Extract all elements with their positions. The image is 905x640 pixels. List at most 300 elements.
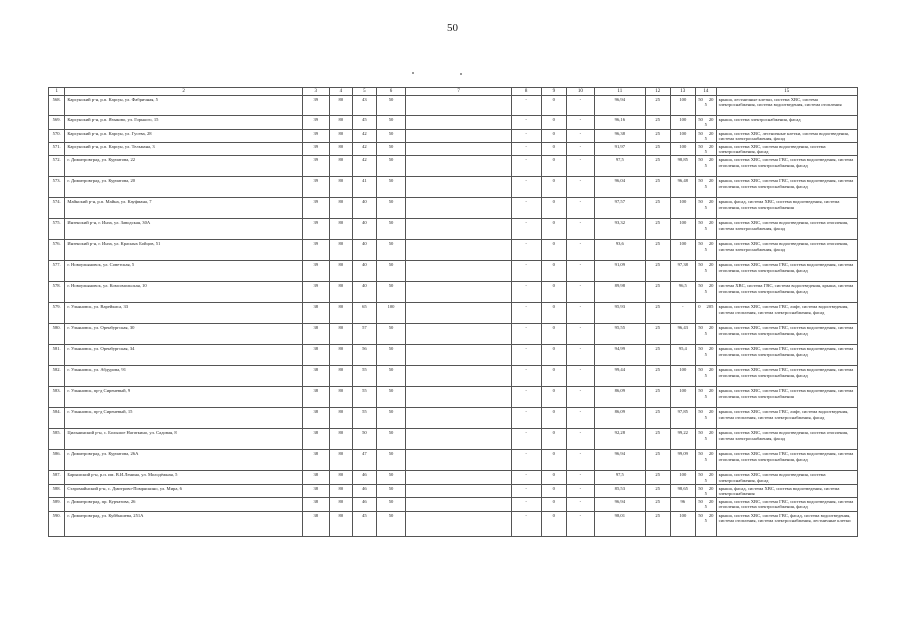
table-cell: - xyxy=(511,450,541,471)
value-205: 205 xyxy=(706,304,714,310)
value-205: 205 xyxy=(704,472,714,483)
value-205: 205 xyxy=(704,325,714,336)
table-cell: - xyxy=(511,303,541,324)
column-number-header: 3 xyxy=(302,88,329,96)
value-13: 50 xyxy=(698,144,703,150)
table-cell xyxy=(406,450,511,471)
table-cell: 55 xyxy=(353,408,377,429)
table-cell: - xyxy=(511,129,541,142)
works-list-cell: крыша, фасад, система ХВС, система водоотведения, система отопления, система электроснабжения xyxy=(716,198,857,219)
table-cell: - xyxy=(567,450,595,471)
value-205: 205 xyxy=(704,220,714,231)
table-cell: 100 xyxy=(670,96,696,116)
value-205: 205 xyxy=(704,283,714,294)
table-cell: 0 xyxy=(541,240,567,261)
table-cell xyxy=(696,143,716,156)
table-cell: 25 xyxy=(645,484,670,497)
table-row xyxy=(49,261,858,282)
table-cell: 89,98 xyxy=(594,282,645,303)
address-cell: Майнский р-н, р.п. Майна, ул. Кауфмана, 7 xyxy=(65,198,303,219)
works-list-cell: крыша, система ХВС, система ГВС, система водоотведения, система отопления, система электроснабжения, фасад xyxy=(716,450,857,471)
value-13: 50 xyxy=(698,220,703,226)
works-list-cell: крыша, система ХВС, лестничные клетки, система водоотведения, система электроснабжения, фасад xyxy=(716,129,857,142)
table-cell: 80 xyxy=(329,282,353,303)
table-cell: - xyxy=(567,129,595,142)
address-cell: г. Димитровград, ул. Курчатова, 20 xyxy=(65,177,303,198)
table-cell: 38 xyxy=(302,324,329,345)
address-cell: Карсунский р-н, р.п. Языково, ул. Горького, 15 xyxy=(65,116,303,129)
table-cell: 25 xyxy=(645,198,670,219)
table-cell: 93,6 xyxy=(594,240,645,261)
table-cell: - xyxy=(567,282,595,303)
table-cell: 91,09 xyxy=(594,261,645,282)
table-cell xyxy=(696,240,716,261)
table-cell: 43 xyxy=(353,96,377,116)
value-205: 205 xyxy=(704,388,714,399)
table-cell: 39 xyxy=(302,96,329,116)
table-cell: 86,09 xyxy=(594,408,645,429)
table-cell: 55 xyxy=(353,387,377,408)
table-cell: - xyxy=(511,219,541,240)
table-cell xyxy=(406,387,511,408)
row-number-cell: 568. xyxy=(49,96,65,116)
table-cell: - xyxy=(511,498,541,511)
table-cell: 80 xyxy=(329,177,353,198)
address-cell: Цильнинский р-н, с. Большое Нагаткино, ул. Садовая, 8 xyxy=(65,429,303,450)
table-cell: 45 xyxy=(353,511,377,536)
table-cell: 42 xyxy=(353,129,377,142)
value-205: 205 xyxy=(704,262,714,273)
value-13: 50 xyxy=(698,512,703,518)
table-cell: - xyxy=(511,198,541,219)
address-cell: Инзенский р-н, г. Инза, ул. Красных Бойцов, 51 xyxy=(65,240,303,261)
row-number-cell: 574. xyxy=(49,198,65,219)
table-cell: 0 xyxy=(541,96,567,116)
table-cell: 96,48 xyxy=(670,177,696,198)
table-cell xyxy=(406,282,511,303)
value-205: 205 xyxy=(704,130,714,141)
table-cell: 50 xyxy=(376,450,406,471)
value-13: 50 xyxy=(698,325,703,331)
table-cell: 50 xyxy=(376,429,406,450)
table-cell: 98,85 xyxy=(670,156,696,177)
address-cell: г. Димитровград, ул. Куйбышева, 251А xyxy=(65,511,303,536)
table-cell: 100 xyxy=(670,240,696,261)
table-cell: 38 xyxy=(302,429,329,450)
table-cell: 50 xyxy=(376,324,406,345)
table-cell: 0 xyxy=(541,198,567,219)
value-13: 50 xyxy=(698,130,703,136)
table-cell: - xyxy=(567,143,595,156)
value-205: 205 xyxy=(704,199,714,210)
table-cell xyxy=(696,116,716,129)
table-cell xyxy=(406,324,511,345)
table-cell: 80 xyxy=(329,484,353,497)
table-cell: 100 xyxy=(670,143,696,156)
address-cell: г. Ульяновск, ул. Оренбургская, 34 xyxy=(65,345,303,366)
value-13: 0 xyxy=(698,304,701,310)
table-cell: - xyxy=(511,143,541,156)
table-cell: 80 xyxy=(329,366,353,387)
table-cell: - xyxy=(567,429,595,450)
table-cell xyxy=(696,219,716,240)
row-number-cell: 579. xyxy=(49,303,65,324)
address-cell: г. Ульяновск, пр-д Сиреневый, 15 xyxy=(65,408,303,429)
table-cell: 55 xyxy=(353,366,377,387)
table-cell: 50 xyxy=(376,261,406,282)
table-cell: 99,09 xyxy=(670,450,696,471)
works-list-cell: крыша, лестничные клетки, система ХВС, система электроснабжения, система водоотведения, система отопления xyxy=(716,96,857,116)
table-cell: 50 xyxy=(376,484,406,497)
table-cell xyxy=(696,177,716,198)
table-cell: 100 xyxy=(670,116,696,129)
value-13: 50 xyxy=(698,283,703,289)
table-cell: 50 xyxy=(376,177,406,198)
table-cell xyxy=(406,129,511,142)
table-cell xyxy=(406,408,511,429)
table-cell: 97,5 xyxy=(594,471,645,484)
table-cell: 100 xyxy=(670,511,696,536)
table-cell: 80 xyxy=(329,429,353,450)
table-cell: 0 xyxy=(541,408,567,429)
table-cell: 96,94 xyxy=(594,498,645,511)
value-13: 50 xyxy=(698,199,703,205)
table-cell: 50 xyxy=(376,156,406,177)
table-cell: 25 xyxy=(645,471,670,484)
table-cell: 56 xyxy=(353,345,377,366)
table-cell: 96,38 xyxy=(594,129,645,142)
table-cell xyxy=(696,261,716,282)
table-cell: 0 xyxy=(541,177,567,198)
table-cell: 99,22 xyxy=(670,429,696,450)
row-number-cell: 585. xyxy=(49,429,65,450)
row-number-cell: 570. xyxy=(49,129,65,142)
row-number-cell: 589. xyxy=(49,498,65,511)
table-cell: 94,99 xyxy=(594,345,645,366)
value-13: 50 xyxy=(698,262,703,268)
value-205: 205 xyxy=(704,409,714,420)
works-list-cell: крыша, система ХВС, система ГВС, система водоотведения, система отопления, система электроснабжения, фасад xyxy=(716,156,857,177)
table-cell: 0 xyxy=(541,324,567,345)
column-number-header: 4 xyxy=(329,88,353,96)
table-cell: 25 xyxy=(645,129,670,142)
table-cell: 0 xyxy=(541,143,567,156)
value-13: 50 xyxy=(698,451,703,457)
table-cell xyxy=(696,129,716,142)
table-cell: 50 xyxy=(376,387,406,408)
table-cell xyxy=(406,345,511,366)
value-205: 205 xyxy=(704,241,714,252)
table-cell: 25 xyxy=(645,366,670,387)
table-cell: 38 xyxy=(302,387,329,408)
table-cell: 80 xyxy=(329,498,353,511)
value-205: 205 xyxy=(704,512,714,523)
table-cell: 50 xyxy=(376,129,406,142)
table-cell: 92,28 xyxy=(594,429,645,450)
works-list-cell: крыша, система ХВС, система водоотведения, система отопления, система электроснабжения, фасад xyxy=(716,429,857,450)
table-cell: 0 xyxy=(541,366,567,387)
address-cell: г. Димитровград, пр. Курчатова, 26 xyxy=(65,498,303,511)
table-cell: 40 xyxy=(353,261,377,282)
table-cell: - xyxy=(567,511,595,536)
table-cell: - xyxy=(670,303,696,324)
table-cell xyxy=(696,156,716,177)
table-cell: 39 xyxy=(302,261,329,282)
row-number-cell: 577. xyxy=(49,261,65,282)
table-cell: - xyxy=(511,366,541,387)
table-cell: 100 xyxy=(670,198,696,219)
works-list-cell: крыша, система ХВС, система ГВС, система водоотведения, система отопления, система электроснабжения, фасад xyxy=(716,324,857,345)
table-cell: 38 xyxy=(302,498,329,511)
table-cell: - xyxy=(567,387,595,408)
table-cell: 97,5 xyxy=(594,156,645,177)
table-cell xyxy=(696,450,716,471)
table-cell: - xyxy=(567,156,595,177)
value-205: 205 xyxy=(704,485,714,497)
table-cell: 0 xyxy=(541,282,567,303)
column-number-header: 8 xyxy=(511,88,541,96)
table-cell: 50 xyxy=(376,366,406,387)
table-row xyxy=(49,219,858,240)
value-13: 50 xyxy=(698,346,703,352)
table-cell: 39 xyxy=(302,177,329,198)
table-cell: 95,93 xyxy=(594,303,645,324)
table-cell: 40 xyxy=(353,282,377,303)
table-cell: 99,44 xyxy=(594,366,645,387)
table-cell: 80 xyxy=(329,450,353,471)
column-number-header: 10 xyxy=(567,88,595,96)
table-cell: 96,43 xyxy=(670,324,696,345)
table-cell: - xyxy=(511,116,541,129)
table-cell: - xyxy=(511,96,541,116)
table-cell: 100 xyxy=(670,366,696,387)
table-cell: 39 xyxy=(302,282,329,303)
table-row xyxy=(49,156,858,177)
table-cell: - xyxy=(567,408,595,429)
table-cell: - xyxy=(511,156,541,177)
column-number-header: 11 xyxy=(594,88,645,96)
table-cell: 50 xyxy=(376,511,406,536)
table-cell: - xyxy=(567,240,595,261)
table-cell: 50 xyxy=(353,429,377,450)
table-cell xyxy=(406,116,511,129)
table-cell xyxy=(696,387,716,408)
works-list-cell: крыша, система ХВС, система водоотведения, система отопления, система электроснабжения, фасад xyxy=(716,240,857,261)
value-205: 205 xyxy=(704,97,714,108)
table-cell: 0 xyxy=(541,498,567,511)
address-cell: Карсунский р-н, р.п. Карсун, ул. Фабричная, 5 xyxy=(65,96,303,116)
table-cell: 25 xyxy=(645,240,670,261)
scan-speck xyxy=(412,72,414,74)
table-cell: 95,55 xyxy=(594,324,645,345)
table-cell xyxy=(406,96,511,116)
page-number: 50 xyxy=(447,22,458,34)
table-cell: - xyxy=(567,366,595,387)
column-number-header: 5 xyxy=(353,88,377,96)
table-cell: 80 xyxy=(329,116,353,129)
table-row xyxy=(49,240,858,261)
value-205: 205 xyxy=(704,117,714,128)
table-cell xyxy=(696,324,716,345)
table-cell xyxy=(696,96,716,116)
works-list-cell: крыша, система ХВС, система ГВС, система водоотведения, система отопления, система электроснабжения, фасад xyxy=(716,345,857,366)
table-cell xyxy=(406,484,511,497)
table-cell: 0 xyxy=(541,345,567,366)
column-number-header: 1 xyxy=(49,88,65,96)
table-cell: - xyxy=(511,511,541,536)
table-cell: 65 xyxy=(353,303,377,324)
table-cell: - xyxy=(511,471,541,484)
table-cell: 80 xyxy=(329,324,353,345)
address-cell: г. Ульяновск, ул. Абдурова, 91 xyxy=(65,366,303,387)
table-cell: 42 xyxy=(353,143,377,156)
value-13: 50 xyxy=(698,97,703,103)
table-cell xyxy=(406,261,511,282)
table-cell: - xyxy=(511,261,541,282)
table-cell xyxy=(696,471,716,484)
table-cell: 0 xyxy=(541,429,567,450)
value-13: 50 xyxy=(698,367,703,373)
table-row xyxy=(49,303,858,324)
works-list-cell: крыша, система электроснабжения, фасад xyxy=(716,116,857,129)
address-cell: Карсунский р-н, р.п. Карсун, ул. Гусева, 28 xyxy=(65,129,303,142)
table-cell xyxy=(406,198,511,219)
table-cell xyxy=(696,498,716,511)
table-cell: 25 xyxy=(645,511,670,536)
table-row xyxy=(49,96,858,116)
table-cell: 38 xyxy=(302,511,329,536)
table-cell: 50 xyxy=(376,143,406,156)
table-cell: 25 xyxy=(645,156,670,177)
table-cell: - xyxy=(567,498,595,511)
row-number-cell: 582. xyxy=(49,366,65,387)
row-number-cell: 578. xyxy=(49,282,65,303)
address-cell: Барышский р-н, р.п. им. В.И.Ленина, ул. Молодёжная, 5 xyxy=(65,471,303,484)
table-cell: 50 xyxy=(376,498,406,511)
column-number-header: 12 xyxy=(645,88,670,96)
table-cell: 80 xyxy=(329,261,353,282)
table-cell: 39 xyxy=(302,198,329,219)
table-cell: 50 xyxy=(376,240,406,261)
table-cell: 0 xyxy=(541,471,567,484)
table-cell: 25 xyxy=(645,177,670,198)
row-number-cell: 584. xyxy=(49,408,65,429)
table-cell: - xyxy=(511,345,541,366)
value-205: 205 xyxy=(704,178,714,189)
works-list-cell: крыша, система ХВС, система водоотведения, система электроснабжения, фасад xyxy=(716,471,857,484)
table-cell: 50 xyxy=(376,345,406,366)
table-cell: 0 xyxy=(541,156,567,177)
row-number-cell: 572. xyxy=(49,156,65,177)
table-row xyxy=(49,366,858,387)
table-cell: 25 xyxy=(645,345,670,366)
table-cell: 80 xyxy=(329,129,353,142)
column-number-header: 6 xyxy=(376,88,406,96)
table-cell: 96,94 xyxy=(594,450,645,471)
table-cell xyxy=(406,429,511,450)
table-cell xyxy=(406,303,511,324)
table-cell: - xyxy=(511,282,541,303)
value-13: 50 xyxy=(698,472,703,478)
row-number-cell: 581. xyxy=(49,345,65,366)
table-cell: - xyxy=(567,96,595,116)
table-cell: - xyxy=(511,324,541,345)
table-cell: 41 xyxy=(353,177,377,198)
table-cell: - xyxy=(567,484,595,497)
table-cell: 0 xyxy=(541,484,567,497)
works-list-cell: крыша, система ХВС, система ГВС, лифт, система водоотведения, система отопления, система электроснабжения, фасад xyxy=(716,408,857,429)
row-number-cell: 583. xyxy=(49,387,65,408)
table-row xyxy=(49,177,858,198)
value-13: 50 xyxy=(698,485,703,491)
works-list-cell: крыша, система ХВС, система ГВС, система водоотведения, система отопления, система электроснабжения, фасад xyxy=(716,366,857,387)
table-row xyxy=(49,282,858,303)
table-cell: 80 xyxy=(329,198,353,219)
table-cell xyxy=(406,366,511,387)
table-cell: 80 xyxy=(329,219,353,240)
table-cell: 50 xyxy=(376,471,406,484)
table-cell: 80 xyxy=(329,511,353,536)
table-cell xyxy=(406,219,511,240)
table-cell xyxy=(696,511,716,536)
table-cell xyxy=(406,498,511,511)
works-list-cell: крыша, система ХВС, система ГВС, лифт, система водоотведения, система отопления, система электроснабжения, фасад xyxy=(716,303,857,324)
address-cell: г. Ульяновск, ул. Варейкиса, 33 xyxy=(65,303,303,324)
table-cell xyxy=(406,471,511,484)
table-cell: 0 xyxy=(541,303,567,324)
address-cell: г. Ульяновск, пр-д Сиреневый, 9 xyxy=(65,387,303,408)
works-list-cell: крыша, система ХВС, система водоотведения, система электроснабжения, фасад xyxy=(716,143,857,156)
value-205: 205 xyxy=(704,451,714,462)
column-number-header: 15 xyxy=(716,88,857,96)
table-cell xyxy=(696,484,716,497)
table-cell: - xyxy=(511,177,541,198)
table-cell: - xyxy=(567,303,595,324)
table-row xyxy=(49,450,858,471)
table-cell xyxy=(696,345,716,366)
table-row xyxy=(49,198,858,219)
table-cell: 96,94 xyxy=(594,96,645,116)
table-cell xyxy=(406,511,511,536)
value-13: 50 xyxy=(698,178,703,184)
table-cell: - xyxy=(511,408,541,429)
table-row xyxy=(49,429,858,450)
value-205: 205 xyxy=(704,430,714,441)
register-table xyxy=(48,87,858,537)
table-cell: 39 xyxy=(302,219,329,240)
table-cell: 93,32 xyxy=(594,219,645,240)
table-cell: 95,4 xyxy=(670,345,696,366)
column-number-header: 7 xyxy=(406,88,511,96)
value-205: 205 xyxy=(704,157,714,168)
address-cell: г. Ульяновск, ул. Оренбургская, 30 xyxy=(65,324,303,345)
table-cell xyxy=(406,177,511,198)
table-cell: 50 xyxy=(376,408,406,429)
address-cell: г. Димитровград, ул. Курчатова, 26А xyxy=(65,450,303,471)
table-cell: 38 xyxy=(302,484,329,497)
table-row xyxy=(49,511,858,536)
value-205: 205 xyxy=(704,499,714,510)
table-cell: 39 xyxy=(302,143,329,156)
table-row xyxy=(49,408,858,429)
works-list-cell: крыша, система ХВС, система ГВС, система водоотведения, система отопления, система электроснабжения, фасад xyxy=(716,498,857,511)
table-cell: 25 xyxy=(645,324,670,345)
table-cell: 0 xyxy=(541,219,567,240)
table-cell: 38 xyxy=(302,366,329,387)
table-cell: 80 xyxy=(329,303,353,324)
table-cell: 0 xyxy=(541,387,567,408)
table-cell: 38 xyxy=(302,450,329,471)
